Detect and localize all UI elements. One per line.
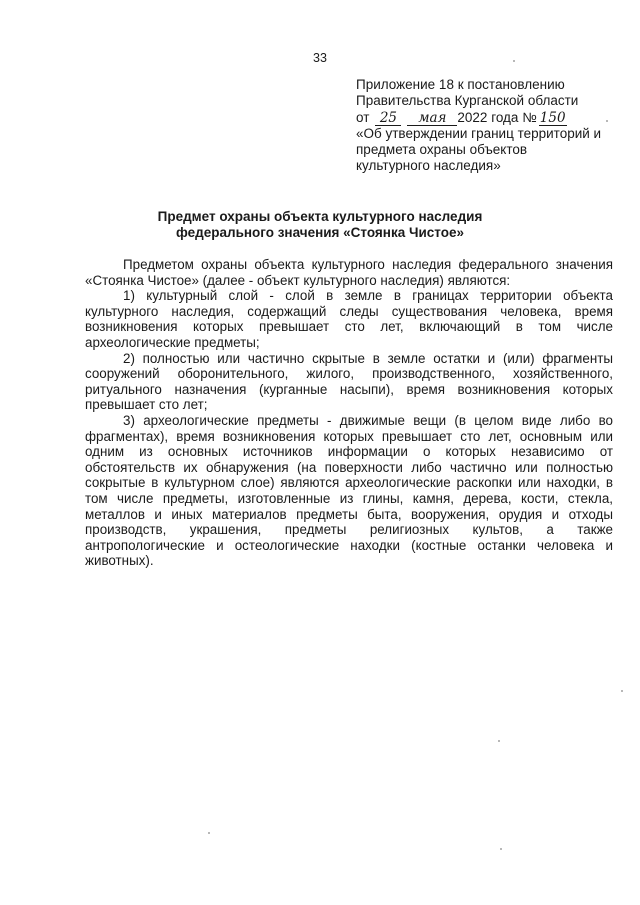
title-line-2: федерального значения «Стоянка Чистое»: [176, 225, 464, 241]
title-line-1: Предмет охраны объекта культурного наследия: [157, 209, 483, 224]
handwritten-day: 25: [375, 112, 401, 126]
appendix-line-6: культурного наследия»: [356, 158, 501, 174]
scan-speck: [208, 832, 210, 834]
scan-speck: [621, 690, 623, 692]
scan-speck: [606, 120, 608, 122]
appendix-line-4: «Об утверждении границ территорий и: [356, 125, 602, 141]
handwritten-number: 150: [539, 109, 566, 126]
number-sign: №: [522, 109, 537, 125]
intro-paragraph: Предметом охраны объекта культурного наследия федерального значения «Стоянка Чистое» (далее - объект культурного наследия) являются:: [85, 257, 613, 288]
appendix-date-line: [356, 110, 626, 126]
scan-speck: [513, 60, 515, 62]
page-number: 33: [313, 51, 327, 65]
item-2-paragraph: 2) полностью или частично скрытые в земле остатки и (или) фрагменты сооружений оборонительного, жилого, производственного, хозяйственного, ритуального назначения (курганные насыпи), время возникновения которых превышает сто лет;: [85, 350, 613, 413]
scan-speck: [500, 848, 502, 850]
document-title: [0, 209, 640, 242]
appendix-line-5: предмета охраны объектов: [356, 142, 528, 158]
document-body: [85, 257, 613, 569]
appendix-line-1: Приложение 18 к постановлению: [356, 77, 565, 92]
date-prefix: от: [356, 109, 370, 125]
appendix-line-2: Правительства Курганской области: [356, 93, 579, 109]
appendix-block: [356, 77, 626, 175]
scan-speck: [498, 740, 500, 742]
item-1-paragraph: 1) культурный слой - слой в земле в границах территории объекта культурного наследия, содержащий следы существования человека, время возникновения которых превышает сто лет, включающий в том числе археологические предметы;: [85, 288, 613, 350]
handwritten-month: мая: [407, 112, 457, 126]
date-year: 2022 года: [457, 109, 519, 125]
item-3-paragraph: 3) археологические предметы - движимые вещи (в целом виде либо во фрагментах), время возникновения которых превышает сто лет, основным или одним из основных источников информации о которых независимо от обстоятельств их обнаружения (на поверхности либо частично или полностью сокрытые в культурном слое) являются археологические раскопки или находки, в том числе предметы, изготовленные из глины, камня, дерева, кости, стекла, металлов и иных материалов предметы быта, вооружения, орудия и отходы производств, украшения, предметы религиозных культов, а также антропологические и остеологические находки (костные останки человека и животных).: [85, 412, 613, 569]
